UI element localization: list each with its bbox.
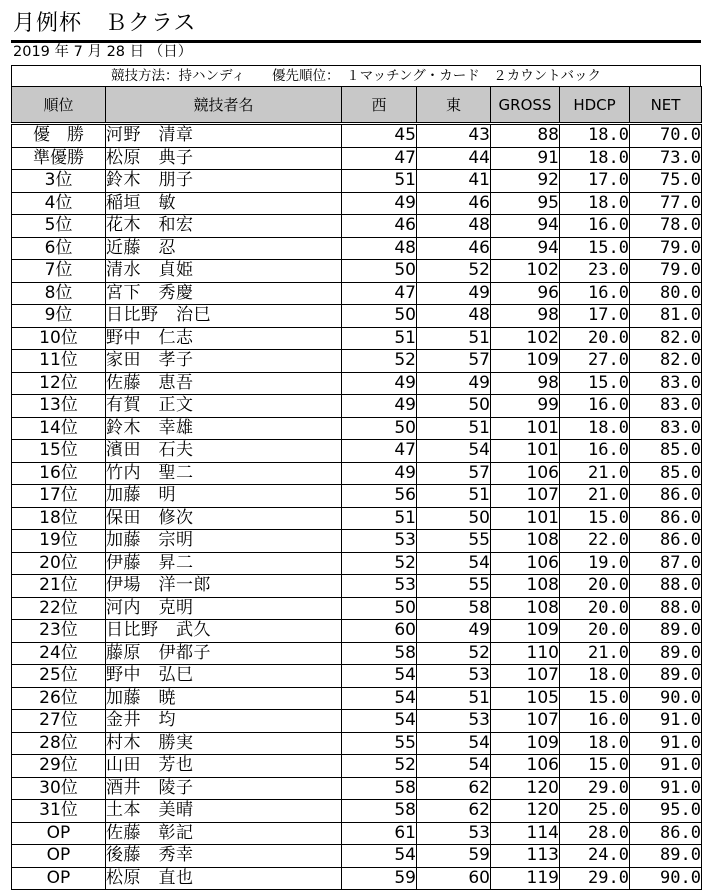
gross-cell: 99 [491,395,560,418]
gross-cell: 94 [491,215,560,238]
table-row [12,755,702,778]
west-score-cell: 45 [342,124,417,148]
player-name-cell: 近藤 忍 [106,237,342,260]
west-score-cell: 51 [342,170,417,193]
table-row [12,260,702,283]
hdcp-cell: 16.0 [560,710,630,733]
west-score-cell: 58 [342,642,417,665]
hdcp-cell: 20.0 [560,575,630,598]
player-name-cell: 日比野 武久 [106,620,342,643]
gross-cell: 120 [491,800,560,823]
west-score-cell: 53 [342,530,417,553]
net-cell: 82.0 [630,327,702,350]
gross-cell: 92 [491,170,560,193]
west-score-cell: 50 [342,597,417,620]
net-cell: 83.0 [630,417,702,440]
net-cell: 82.0 [630,350,702,373]
gross-cell: 105 [491,687,560,710]
table-row [12,777,702,800]
net-cell: 88.0 [630,575,702,598]
header-name: 競技者名 [106,87,342,124]
player-name-cell: 鈴木 幸雄 [106,417,342,440]
player-name-cell: 稲垣 敏 [106,192,342,215]
hdcp-cell: 27.0 [560,350,630,373]
rank-cell: OP [12,845,106,868]
player-name-cell: 鈴木 朋子 [106,170,342,193]
competition-method: 競技方法：持ハンディ 優先順位： １マッチング・カード ２カウントバック [111,68,601,84]
net-cell: 78.0 [630,215,702,238]
event-date: 2019 年 7 月 28 日 （日） [13,44,193,60]
gross-cell: 95 [491,192,560,215]
player-name-cell: 有賀 正文 [106,395,342,418]
table-row [12,462,702,485]
rank-cell: 30位 [12,777,106,800]
east-score-cell: 49 [417,282,491,305]
player-name-cell: 清水 貞姫 [106,260,342,283]
gross-cell: 110 [491,642,560,665]
east-score-cell: 52 [417,260,491,283]
hdcp-cell: 18.0 [560,192,630,215]
gross-cell: 94 [491,237,560,260]
table-row [12,192,702,215]
player-name-cell: 酒井 陵子 [106,777,342,800]
hdcp-cell: 21.0 [560,462,630,485]
west-score-cell: 49 [342,372,417,395]
table-row [12,845,702,868]
west-score-cell: 49 [342,192,417,215]
rank-cell: 26位 [12,687,106,710]
east-score-cell: 50 [417,395,491,418]
player-name-cell: 野中 弘巳 [106,665,342,688]
hdcp-cell: 28.0 [560,822,630,845]
hdcp-cell: 21.0 [560,485,630,508]
player-name-cell: 保田 修次 [106,507,342,530]
table-row [12,282,702,305]
west-score-cell: 55 [342,732,417,755]
west-score-cell: 47 [342,440,417,463]
rank-cell: 16位 [12,462,106,485]
rank-cell: 29位 [12,755,106,778]
east-score-cell: 52 [417,642,491,665]
net-cell: 91.0 [630,732,702,755]
gross-cell: 96 [491,282,560,305]
net-cell: 75.0 [630,170,702,193]
east-score-cell: 54 [417,440,491,463]
player-name-cell: 佐藤 恵吾 [106,372,342,395]
net-cell: 95.0 [630,800,702,823]
table-row [12,665,702,688]
table-row [12,350,702,373]
header-net: NET [630,87,702,124]
net-cell: 86.0 [630,507,702,530]
hdcp-cell: 23.0 [560,260,630,283]
table-row [12,440,702,463]
table-header-row [12,87,702,124]
gross-cell: 91 [491,147,560,170]
table-row [12,867,702,890]
east-score-cell: 49 [417,620,491,643]
hdcp-cell: 24.0 [560,845,630,868]
table-row [12,687,702,710]
gross-cell: 98 [491,305,560,328]
net-cell: 87.0 [630,552,702,575]
hdcp-cell: 16.0 [560,395,630,418]
west-score-cell: 50 [342,305,417,328]
west-score-cell: 54 [342,687,417,710]
rank-cell: OP [12,867,106,890]
net-cell: 73.0 [630,147,702,170]
west-score-cell: 53 [342,575,417,598]
table-row [12,552,702,575]
net-cell: 90.0 [630,867,702,890]
hdcp-cell: 29.0 [560,867,630,890]
rank-cell: 23位 [12,620,106,643]
east-score-cell: 62 [417,777,491,800]
east-score-cell: 51 [417,687,491,710]
player-name-cell: 佐藤 彰記 [106,822,342,845]
table-row [12,485,702,508]
gross-cell: 101 [491,440,560,463]
header-west: 西 [342,87,417,124]
net-cell: 89.0 [630,620,702,643]
west-score-cell: 47 [342,147,417,170]
rank-cell: 12位 [12,372,106,395]
hdcp-cell: 17.0 [560,170,630,193]
gross-cell: 109 [491,620,560,643]
gross-cell: 109 [491,732,560,755]
competition-method-box [11,65,701,86]
west-score-cell: 54 [342,845,417,868]
table-row [12,575,702,598]
hdcp-cell: 20.0 [560,620,630,643]
east-score-cell: 50 [417,507,491,530]
player-name-cell: 花木 和宏 [106,215,342,238]
hdcp-cell: 29.0 [560,777,630,800]
east-score-cell: 51 [417,417,491,440]
net-cell: 83.0 [630,395,702,418]
table-row [12,620,702,643]
east-score-cell: 62 [417,800,491,823]
table-row [12,597,702,620]
net-cell: 79.0 [630,260,702,283]
player-name-cell: 加藤 明 [106,485,342,508]
net-cell: 89.0 [630,665,702,688]
player-name-cell: 濱田 石夫 [106,440,342,463]
table-row [12,530,702,553]
east-score-cell: 46 [417,237,491,260]
header-east: 東 [417,87,491,124]
header-rank: 順位 [12,87,106,124]
table-row [12,327,702,350]
west-score-cell: 58 [342,800,417,823]
west-score-cell: 54 [342,710,417,733]
rank-cell: 15位 [12,440,106,463]
rank-cell: 準優勝 [12,147,106,170]
table-row [12,170,702,193]
east-score-cell: 54 [417,732,491,755]
gross-cell: 106 [491,462,560,485]
net-cell: 91.0 [630,777,702,800]
header-hdcp: HDCP [560,87,630,124]
west-score-cell: 61 [342,822,417,845]
rank-cell: 優 勝 [12,124,106,148]
east-score-cell: 59 [417,845,491,868]
east-score-cell: 53 [417,822,491,845]
rank-cell: 18位 [12,507,106,530]
net-cell: 91.0 [630,755,702,778]
net-cell: 89.0 [630,642,702,665]
rank-cell: 28位 [12,732,106,755]
player-name-cell: 加藤 暁 [106,687,342,710]
results-body [12,124,702,890]
hdcp-cell: 20.0 [560,327,630,350]
rank-cell: 4位 [12,192,106,215]
net-cell: 91.0 [630,710,702,733]
table-row [12,215,702,238]
rank-cell: 13位 [12,395,106,418]
gross-cell: 107 [491,710,560,733]
player-name-cell: 河内 克明 [106,597,342,620]
net-cell: 89.0 [630,845,702,868]
net-cell: 79.0 [630,237,702,260]
west-score-cell: 50 [342,417,417,440]
west-score-cell: 54 [342,665,417,688]
gross-cell: 106 [491,552,560,575]
results-table [11,86,702,890]
gross-cell: 113 [491,845,560,868]
player-name-cell: 松原 直也 [106,867,342,890]
player-name-cell: 竹内 聖二 [106,462,342,485]
west-score-cell: 59 [342,867,417,890]
gross-cell: 102 [491,260,560,283]
gross-cell: 114 [491,822,560,845]
west-score-cell: 58 [342,777,417,800]
rank-cell: 7位 [12,260,106,283]
east-score-cell: 48 [417,215,491,238]
west-score-cell: 47 [342,282,417,305]
player-name-cell: 家田 孝子 [106,350,342,373]
rank-cell: 19位 [12,530,106,553]
net-cell: 80.0 [630,282,702,305]
rank-cell: 9位 [12,305,106,328]
rank-cell: 22位 [12,597,106,620]
player-name-cell: 後藤 秀幸 [106,845,342,868]
east-score-cell: 51 [417,327,491,350]
table-row [12,305,702,328]
hdcp-cell: 16.0 [560,215,630,238]
net-cell: 83.0 [630,372,702,395]
west-score-cell: 51 [342,327,417,350]
rank-cell: 11位 [12,350,106,373]
table-row [12,395,702,418]
hdcp-cell: 20.0 [560,597,630,620]
hdcp-cell: 18.0 [560,147,630,170]
east-score-cell: 53 [417,665,491,688]
west-score-cell: 52 [342,350,417,373]
player-name-cell: 土本 美晴 [106,800,342,823]
table-row [12,147,702,170]
player-name-cell: 加藤 宗明 [106,530,342,553]
table-row [12,710,702,733]
east-score-cell: 58 [417,597,491,620]
player-name-cell: 河野 清章 [106,124,342,148]
player-name-cell: 村木 勝実 [106,732,342,755]
rank-cell: 21位 [12,575,106,598]
west-score-cell: 56 [342,485,417,508]
hdcp-cell: 15.0 [560,687,630,710]
player-name-cell: 藤原 伊都子 [106,642,342,665]
west-score-cell: 60 [342,620,417,643]
hdcp-cell: 22.0 [560,530,630,553]
gross-cell: 102 [491,327,560,350]
player-name-cell: 宮下 秀慶 [106,282,342,305]
east-score-cell: 54 [417,755,491,778]
player-name-cell: 金井 均 [106,710,342,733]
net-cell: 70.0 [630,124,702,148]
rank-cell: 31位 [12,800,106,823]
rank-cell: 6位 [12,237,106,260]
gross-cell: 120 [491,777,560,800]
table-row [12,417,702,440]
player-name-cell: 日比野 治巳 [106,305,342,328]
gross-cell: 106 [491,755,560,778]
hdcp-cell: 15.0 [560,237,630,260]
net-cell: 85.0 [630,462,702,485]
hdcp-cell: 21.0 [560,642,630,665]
net-cell: 86.0 [630,485,702,508]
rank-cell: 8位 [12,282,106,305]
net-cell: 90.0 [630,687,702,710]
hdcp-cell: 18.0 [560,665,630,688]
hdcp-cell: 15.0 [560,755,630,778]
west-score-cell: 49 [342,462,417,485]
gross-cell: 101 [491,417,560,440]
table-row [12,507,702,530]
hdcp-cell: 16.0 [560,440,630,463]
hdcp-cell: 25.0 [560,800,630,823]
table-row [12,372,702,395]
net-cell: 77.0 [630,192,702,215]
rank-cell: 27位 [12,710,106,733]
west-score-cell: 50 [342,260,417,283]
player-name-cell: 山田 芳也 [106,755,342,778]
gross-cell: 107 [491,485,560,508]
player-name-cell: 伊場 洋一郎 [106,575,342,598]
west-score-cell: 49 [342,395,417,418]
page-title: 月例杯 Ｂクラス [13,11,197,36]
player-name-cell: 松原 典子 [106,147,342,170]
east-score-cell: 57 [417,462,491,485]
gross-cell: 108 [491,530,560,553]
hdcp-cell: 18.0 [560,124,630,148]
table-row [12,237,702,260]
header-gross: GROSS [491,87,560,124]
east-score-cell: 44 [417,147,491,170]
net-cell: 86.0 [630,822,702,845]
east-score-cell: 51 [417,485,491,508]
west-score-cell: 51 [342,507,417,530]
rank-cell: 3位 [12,170,106,193]
net-cell: 88.0 [630,597,702,620]
rank-cell: 24位 [12,642,106,665]
east-score-cell: 49 [417,372,491,395]
east-score-cell: 48 [417,305,491,328]
rank-cell: 5位 [12,215,106,238]
gross-cell: 107 [491,665,560,688]
net-cell: 85.0 [630,440,702,463]
hdcp-cell: 18.0 [560,417,630,440]
hdcp-cell: 17.0 [560,305,630,328]
gross-cell: 88 [491,124,560,148]
east-score-cell: 43 [417,124,491,148]
gross-cell: 109 [491,350,560,373]
hdcp-cell: 19.0 [560,552,630,575]
hdcp-cell: 16.0 [560,282,630,305]
rank-cell: OP [12,822,106,845]
east-score-cell: 53 [417,710,491,733]
east-score-cell: 54 [417,552,491,575]
gross-cell: 108 [491,575,560,598]
hdcp-cell: 15.0 [560,372,630,395]
rank-cell: 25位 [12,665,106,688]
table-row [12,822,702,845]
net-cell: 81.0 [630,305,702,328]
west-score-cell: 48 [342,237,417,260]
player-name-cell: 伊藤 昇二 [106,552,342,575]
east-score-cell: 57 [417,350,491,373]
hdcp-cell: 18.0 [560,732,630,755]
east-score-cell: 55 [417,575,491,598]
player-name-cell: 野中 仁志 [106,327,342,350]
west-score-cell: 52 [342,755,417,778]
rank-cell: 14位 [12,417,106,440]
gross-cell: 108 [491,597,560,620]
table-row [12,642,702,665]
table-row [12,800,702,823]
table-row [12,732,702,755]
west-score-cell: 46 [342,215,417,238]
gross-cell: 119 [491,867,560,890]
net-cell: 86.0 [630,530,702,553]
east-score-cell: 46 [417,192,491,215]
west-score-cell: 52 [342,552,417,575]
east-score-cell: 41 [417,170,491,193]
hdcp-cell: 15.0 [560,507,630,530]
gross-cell: 98 [491,372,560,395]
east-score-cell: 55 [417,530,491,553]
rank-cell: 20位 [12,552,106,575]
table-row [12,124,702,148]
east-score-cell: 60 [417,867,491,890]
rank-cell: 10位 [12,327,106,350]
gross-cell: 101 [491,507,560,530]
rank-cell: 17位 [12,485,106,508]
